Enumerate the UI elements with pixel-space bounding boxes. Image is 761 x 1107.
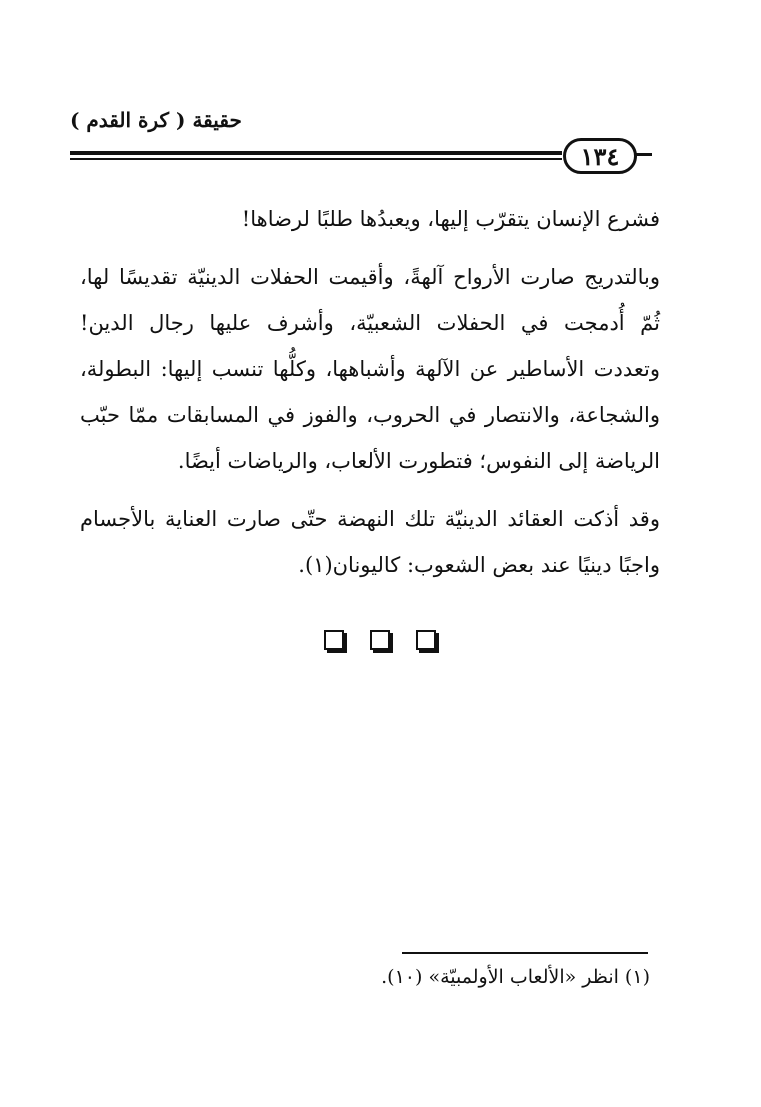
page-number: ١٣٤ [563, 138, 637, 174]
section-separator-ornament [324, 630, 436, 654]
paragraph-1: فشرع الإنسان يتقرّب إليها، ويعبدُها طلبًا لرضاها! [241, 207, 660, 231]
paragraph-3: وقد أذكت العقائد الدينيّة تلك النهضة حتّى صارت العناية بالأجسام واجبًا دينيًا عند بعض الشعوب: كاليونان(١). [80, 507, 660, 577]
header-rule-thick [70, 151, 562, 155]
footnote-rule [402, 952, 648, 954]
ornament-square-icon [416, 630, 436, 650]
running-title: حقيقة ( كرة القدم ) [70, 108, 242, 132]
header-rule-thin [70, 158, 562, 160]
paragraph-2: وبالتدريج صارت الأرواح آلهةً، وأقيمت الحفلات الدينيّة تقديسًا لها، ثُمّ أُدمجت في الحفلات الشعبيّة، وأشرف عليها رجال الدين! وتعددت الأساطير عن الآلهة وأشباهها، وكلُّها تنسب إليها: البطولة، والشجاعة، والانتصار في الحروب، والفوز في المسابقات ممّا حبّب الرياضة إلى النفوس؛ فتطورت الألعاب، والرياضات أيضًا. [80, 265, 660, 473]
ornament-square-icon [324, 630, 344, 650]
body-text [80, 196, 660, 600]
header-rule-right [636, 153, 652, 156]
ornament-square-icon [370, 630, 390, 650]
footnote: (١) انظر «الألعاب الأولمبيّة» (١٠). [381, 966, 650, 988]
